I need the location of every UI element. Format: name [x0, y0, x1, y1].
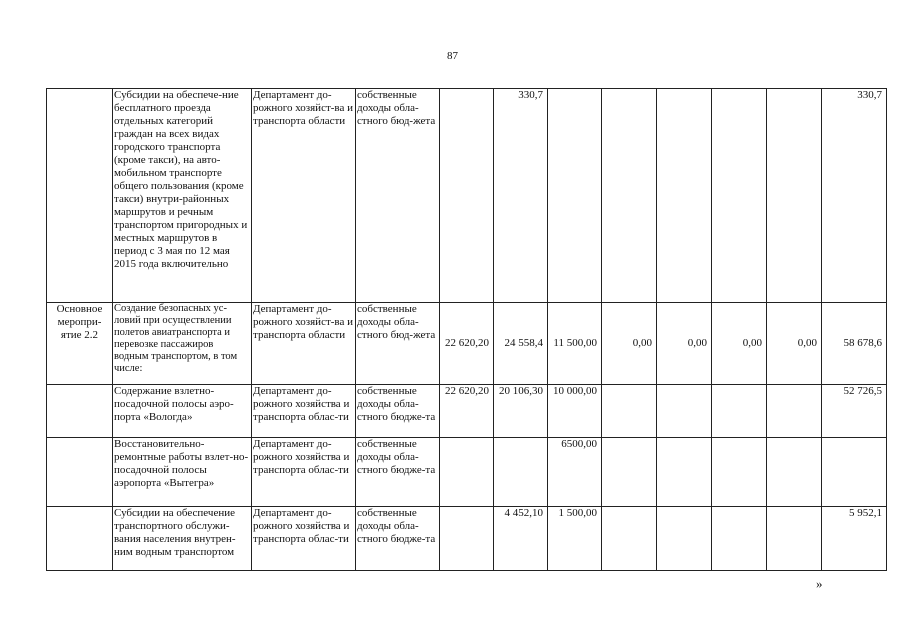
page-number: 87: [447, 50, 458, 62]
value-cell: 10 000,00: [548, 385, 602, 438]
value-cell: [657, 89, 712, 303]
table-row: [47, 303, 887, 385]
table-row: [47, 89, 887, 303]
total-cell: 58 678,6: [822, 303, 887, 385]
value-cell: [712, 438, 767, 507]
value-cell: [767, 507, 822, 571]
row-label-cell: Основное меропри-ятие 2.2: [47, 303, 113, 385]
value-cell: [657, 438, 712, 507]
executor-cell: Департамент до-рожного хозяйства и транспорта облас-ти: [252, 438, 356, 507]
value-cell: 0,00: [712, 303, 767, 385]
value-cell: [712, 507, 767, 571]
value-cell: [440, 507, 494, 571]
activity-name-cell: Создание безопасных ус-ловий при осуществлении полетов авиатранспорта и перевозке пассажиров водным транспортом, в том числе:: [113, 303, 252, 385]
total-cell: 330,7: [822, 89, 887, 303]
value-cell: 0,00: [602, 303, 657, 385]
value-cell: [440, 89, 494, 303]
executor-cell: Департамент до-рожного хозяйст-ва и транспорта области: [252, 303, 356, 385]
total-cell: 5 952,1: [822, 507, 887, 571]
value-cell: [602, 89, 657, 303]
value-cell: [602, 438, 657, 507]
value-cell: [494, 438, 548, 507]
value-cell: 4 452,10: [494, 507, 548, 571]
funding-source-cell: собственные доходы обла-стного бюдже-та: [356, 385, 440, 438]
row-label-cell: [47, 438, 113, 507]
value-cell: 6500,00: [548, 438, 602, 507]
funding-source-cell: собственные доходы обла-стного бюд-жета: [356, 303, 440, 385]
executor-cell: Департамент до-рожного хозяйст-ва и транспорта области: [252, 89, 356, 303]
table-row: [47, 438, 887, 507]
activity-name-cell: Субсидии на обеспече-ние бесплатного проезда отдельных категорий граждан на всех видах городского транспорта (кроме такси), на авто-мобильном транспорте общего пользования (кроме такси) внутри-районных маршрутов и речным транспортом пригородных и местных маршрутов в период с 3 мая по 12 мая 2015 года включительно: [113, 89, 252, 303]
value-cell: 22 620,20: [440, 303, 494, 385]
value-cell: [602, 385, 657, 438]
executor-cell: Департамент до-рожного хозяйства и транспорта облас-ти: [252, 385, 356, 438]
value-cell: 22 620,20: [440, 385, 494, 438]
value-cell: 0,00: [767, 303, 822, 385]
value-cell: 330,7: [494, 89, 548, 303]
table-row: [47, 507, 887, 571]
program-financing-table: [46, 88, 887, 571]
funding-source-cell: собственные доходы обла-стного бюд-жета: [356, 89, 440, 303]
value-cell: 11 500,00: [548, 303, 602, 385]
activity-name-cell: Субсидии на обеспечение транспортного обслужи-вания населения внутрен-ним водным транспортом: [113, 507, 252, 571]
activity-name-cell: Восстановительно-ремонтные работы взлет-но-посадочной полосы аэропорта «Вытегра»: [113, 438, 252, 507]
activity-name-cell: Содержание взлетно-посадочной полосы аэро-порта «Вологда»: [113, 385, 252, 438]
executor-cell: Департамент до-рожного хозяйства и транспорта облас-ти: [252, 507, 356, 571]
value-cell: [712, 89, 767, 303]
funding-source-cell: собственные доходы обла-стного бюдже-та: [356, 438, 440, 507]
row-label-cell: [47, 507, 113, 571]
value-cell: 0,00: [657, 303, 712, 385]
row-label-cell: [47, 385, 113, 438]
value-cell: [657, 385, 712, 438]
closing-quote-mark: »: [816, 576, 823, 591]
funding-source-cell: собственные доходы обла-стного бюдже-та: [356, 507, 440, 571]
value-cell: [767, 385, 822, 438]
value-cell: [602, 507, 657, 571]
value-cell: 20 106,30: [494, 385, 548, 438]
value-cell: [767, 89, 822, 303]
value-cell: [712, 385, 767, 438]
total-cell: 52 726,5: [822, 385, 887, 438]
value-cell: [548, 89, 602, 303]
table-row: [47, 385, 887, 438]
total-cell: [822, 438, 887, 507]
value-cell: 24 558,4: [494, 303, 548, 385]
value-cell: [767, 438, 822, 507]
value-cell: [440, 438, 494, 507]
row-label-cell: [47, 89, 113, 303]
value-cell: [657, 507, 712, 571]
value-cell: 1 500,00: [548, 507, 602, 571]
